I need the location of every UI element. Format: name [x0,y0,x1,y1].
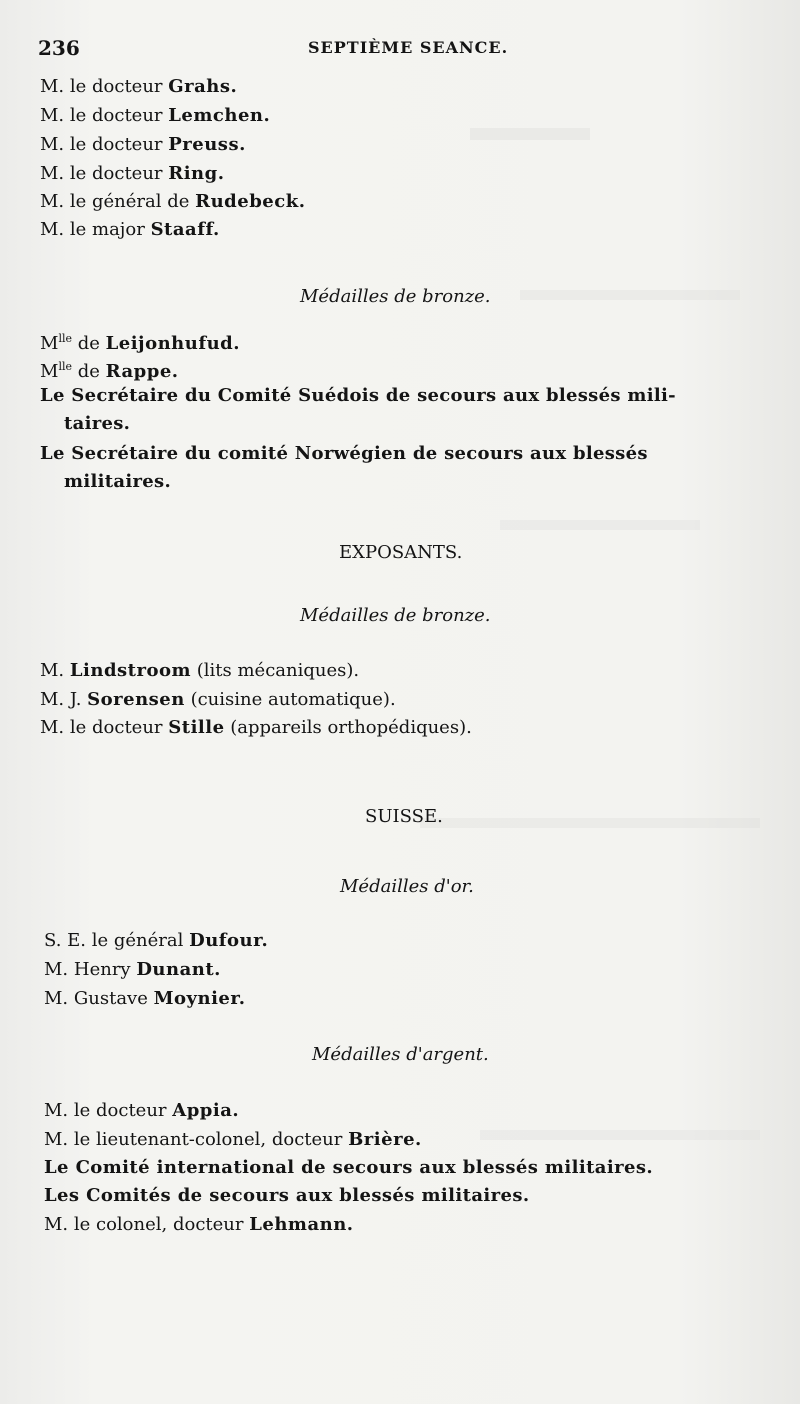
medal-subheading: Médailles de bronze. [300,605,491,626]
section-heading: SUISSE. [365,806,443,827]
show-through-mark [470,128,590,140]
recipient-name: Ring. [168,163,225,184]
entry-line: M. le docteur Ring. [40,163,225,184]
entry-line: M. J. Sorensen (cuisine automatique). [40,689,396,710]
running-title: SEPTIÈME SEANCE. [308,38,509,57]
secretaire-suedois-entry: Le Secrétaire du Comité Suédois de secours aux blessés mili- taires. [40,385,676,434]
recipient-name: Rudebeck. [195,191,306,212]
entry-line: M. Gustave Moynier. [44,988,246,1009]
entry-line: M. le lieutenant-colonel, docteur Brière. [44,1129,422,1150]
entry-line: $M^{lle}$ de Rappe. [40,360,179,382]
recipient-name: Lemchen. [168,105,271,126]
show-through-mark [420,818,760,828]
show-through-mark [480,1130,760,1140]
entry-line: M. le colonel, docteur Lehmann. [44,1214,354,1235]
entry-line: M. le docteur Preuss. [40,134,246,155]
comite-international-entry: Le Comité international de secours aux blessés militaires. [44,1157,654,1178]
secretaire-norvegien-entry: Le Secrétaire du comité Norwégien de secours aux blessés militaires. [40,443,648,492]
recipient-name: Dunant. [136,959,221,980]
comites-secours-entry: Les Comités de secours aux blessés militaires. [44,1185,530,1206]
entry-line: M. le général de Rudebeck. [40,191,306,212]
section-heading: EXPOSANTS. [339,542,463,563]
recipient-name: Rappe. [105,361,179,382]
entry-line: M. le docteur Stille (appareils orthopédiques). [40,717,472,738]
show-through-mark [520,290,740,300]
recipient-name: Sorensen [87,689,185,710]
entry-line: M. le docteur Lemchen. [40,105,271,126]
recipient-name: Brière. [348,1129,422,1150]
show-through-mark [500,520,700,530]
recipient-name: Stille [168,717,225,738]
recipient-name: Lindstroom [69,660,192,681]
medal-subheading: Médailles d'argent. [312,1044,489,1065]
entry-line: S. E. le général Dufour. [44,930,269,951]
page-number: 236 [38,36,80,60]
medal-subheading: Médailles de bronze. [300,286,491,307]
recipient-name: Grahs. [168,76,238,97]
recipient-name: Appia. [172,1100,240,1121]
entry-line: M. le docteur Grahs. [40,76,238,97]
recipient-name: Dufour. [189,930,269,951]
recipient-name: Leijonhufud. [105,333,241,354]
entry-line: M. Henry Dunant. [44,959,221,980]
entry-line: $M^{lle}$ de Leijonhufud. [40,332,241,354]
entry-line: M. Lindstroom (lits mécaniques). [40,660,360,681]
recipient-name: Preuss. [168,134,246,155]
entry-line: M. le major Staaff. [40,219,220,240]
recipient-name: Staaff. [150,219,220,240]
medal-subheading: Médailles d'or. [340,876,474,897]
entry-line: M. le docteur Appia. [44,1100,240,1121]
recipient-name: Lehmann. [249,1214,354,1235]
recipient-name: Moynier. [153,988,246,1009]
